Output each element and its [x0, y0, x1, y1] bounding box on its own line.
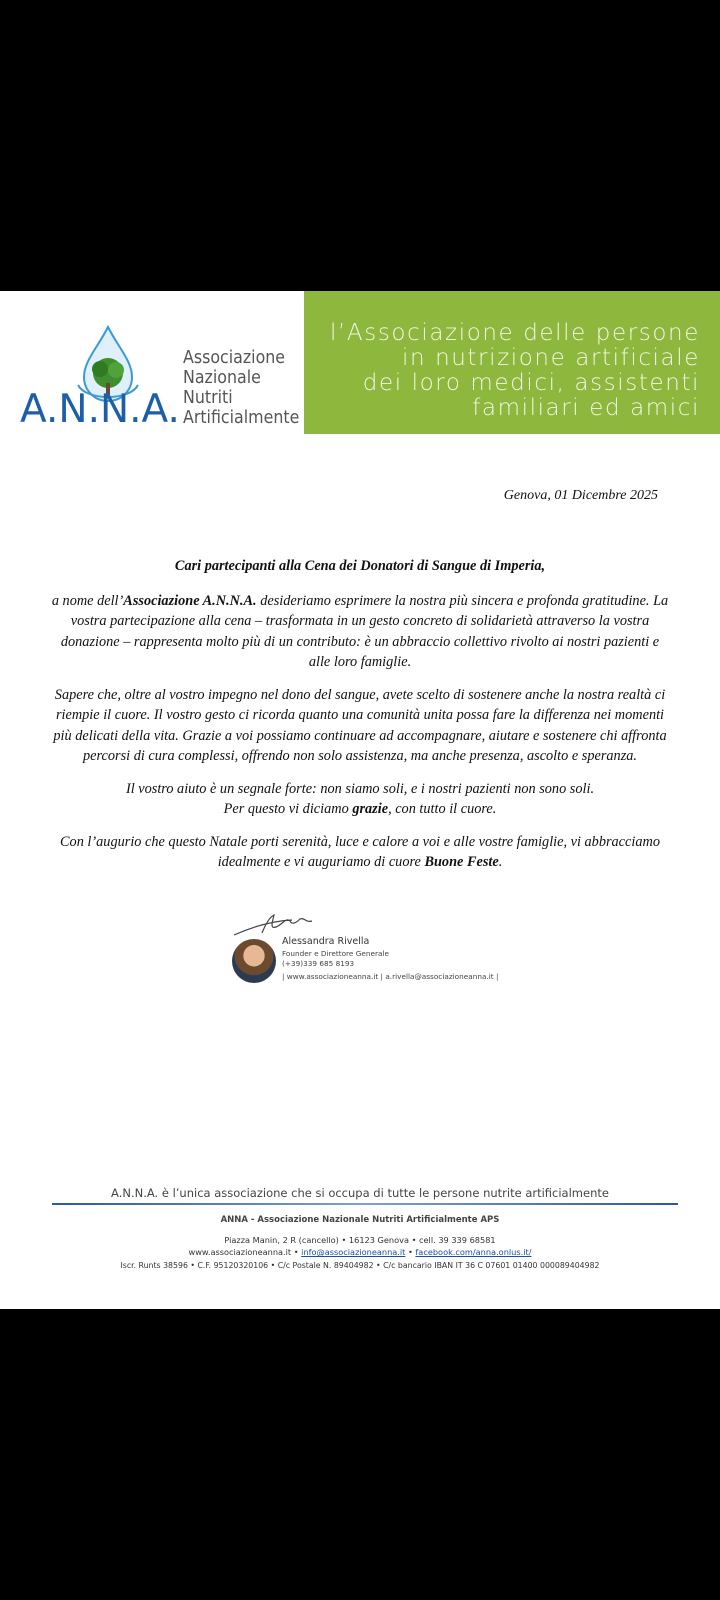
logo-name-line: Associazione — [183, 347, 286, 368]
letter-paragraph-2: Sapere che, oltre al vostro impegno nel dono del sangue, avete scelto di sostenere anche la nostra realtà ci riempie il cuore. Il vostro gesto ci ricorda quanto una comunità unita possa fare la differenza nei momenti più delicati della vita. Grazie a voi possiamo continuare ad accompagnare, aiutare e sostenere chi affronta percorsi di cura complessi, offrendo non solo assistenza, ma anche presenza, ascolto e speranza. — [53, 686, 667, 764]
letter-page — [0, 291, 720, 1309]
letter-paragraph-4 — [50, 832, 670, 873]
footer-website[interactable]: www.associazioneanna.it — [188, 1247, 292, 1257]
footer-divider — [52, 1203, 678, 1205]
footer-email-link[interactable]: info@associazioneanna.it — [301, 1247, 406, 1257]
text-bold: Associazione A.N.N.A. — [123, 592, 257, 609]
header-tagline — [330, 321, 700, 421]
signature-name: Alessandra Rivella — [282, 936, 370, 947]
logo-name-line: Nazionale — [183, 367, 261, 388]
signature-role: Founder e Direttore Generale — [282, 949, 389, 958]
logo-letters: A.N.N.A. — [20, 387, 180, 432]
footer-address: Piazza Manin, 2 R (cancello) • 16123 Genova • cell. 39 339 68581 — [224, 1235, 496, 1245]
text-run: Il vostro aiuto è un segnale forte: non siamo soli, e i nostri pazienti non sono soli. — [125, 780, 595, 797]
signature-block — [232, 911, 499, 1001]
signature-phone: (+39)339 685 8193 — [282, 959, 355, 968]
text-run: Per questo vi diciamo — [223, 801, 353, 817]
anna-logo — [18, 325, 298, 435]
text-run: . — [498, 854, 503, 870]
logo-name-line: Nutriti — [183, 387, 233, 408]
text-run: Con l’augurio che questo Natale porti serenità, luce e calore a voi e alle vostre famiglie, vi abbracciamo idealmente e vi auguriamo di cuore — [60, 833, 660, 870]
footer-links: www.associazioneanna.it • info@associazioneanna.it • facebook.com/anna.onlus.it/ — [188, 1247, 532, 1257]
avatar — [232, 939, 276, 983]
tagline-line: in nutrizione artificiale — [402, 345, 700, 371]
logo-org-name — [183, 348, 299, 428]
tagline-line: familiari ed amici — [472, 395, 700, 421]
signature-web: | www.associazioneanna.it | a.rivella@associazioneanna.it | — [282, 972, 499, 981]
letter-body — [50, 556, 670, 885]
footer-facebook-link[interactable]: facebook.com/anna.onlus.it/ — [415, 1247, 532, 1257]
footer-org-name: ANNA - Associazione Nazionale Nutriti Artificialmente APS — [220, 1215, 500, 1225]
letter-date: Genova, 01 Dicembre 2025 — [503, 488, 658, 503]
letter-greeting: Cari partecipanti alla Cena dei Donatori di Sangue di Imperia, — [174, 558, 546, 574]
text-run: desideriamo esprimere la nostra più sincera e profonda gratitudine. La vostra partecipazione alla cena – trasformata in un gesto concreto di solidarietà attraverso la vostra donazione – rappresenta molto più di un contributo: è un abbraccio collettivo rivolto ai nostri pazienti e alle loro famiglie. — [60, 592, 669, 670]
logo-name-line: Artificialmente — [183, 407, 300, 428]
letter-paragraph-3 — [50, 779, 670, 820]
tagline-line: l’Associazione delle persone — [330, 320, 700, 346]
text-bold: grazie — [352, 801, 389, 817]
text-bold: Buone Feste — [424, 854, 499, 870]
tagline-line: dei loro medici, assistenti — [362, 370, 700, 396]
text-run: a nome dell’ — [51, 592, 124, 609]
footer-tagline: A.N.N.A. è l’unica associazione che si occupa di tutte le persone nutrite artificialmente — [111, 1186, 609, 1200]
letter-paragraph-1 — [50, 591, 670, 673]
header-banner — [304, 291, 720, 434]
text-run: , con tutto il cuore. — [388, 801, 497, 817]
footer-registry: Iscr. Runts 38596 • C.F. 95120320106 • C/c Postale N. 89404982 • C/c bancario IBAN IT 36 C 07601 01400 000089404982 — [120, 1261, 600, 1270]
